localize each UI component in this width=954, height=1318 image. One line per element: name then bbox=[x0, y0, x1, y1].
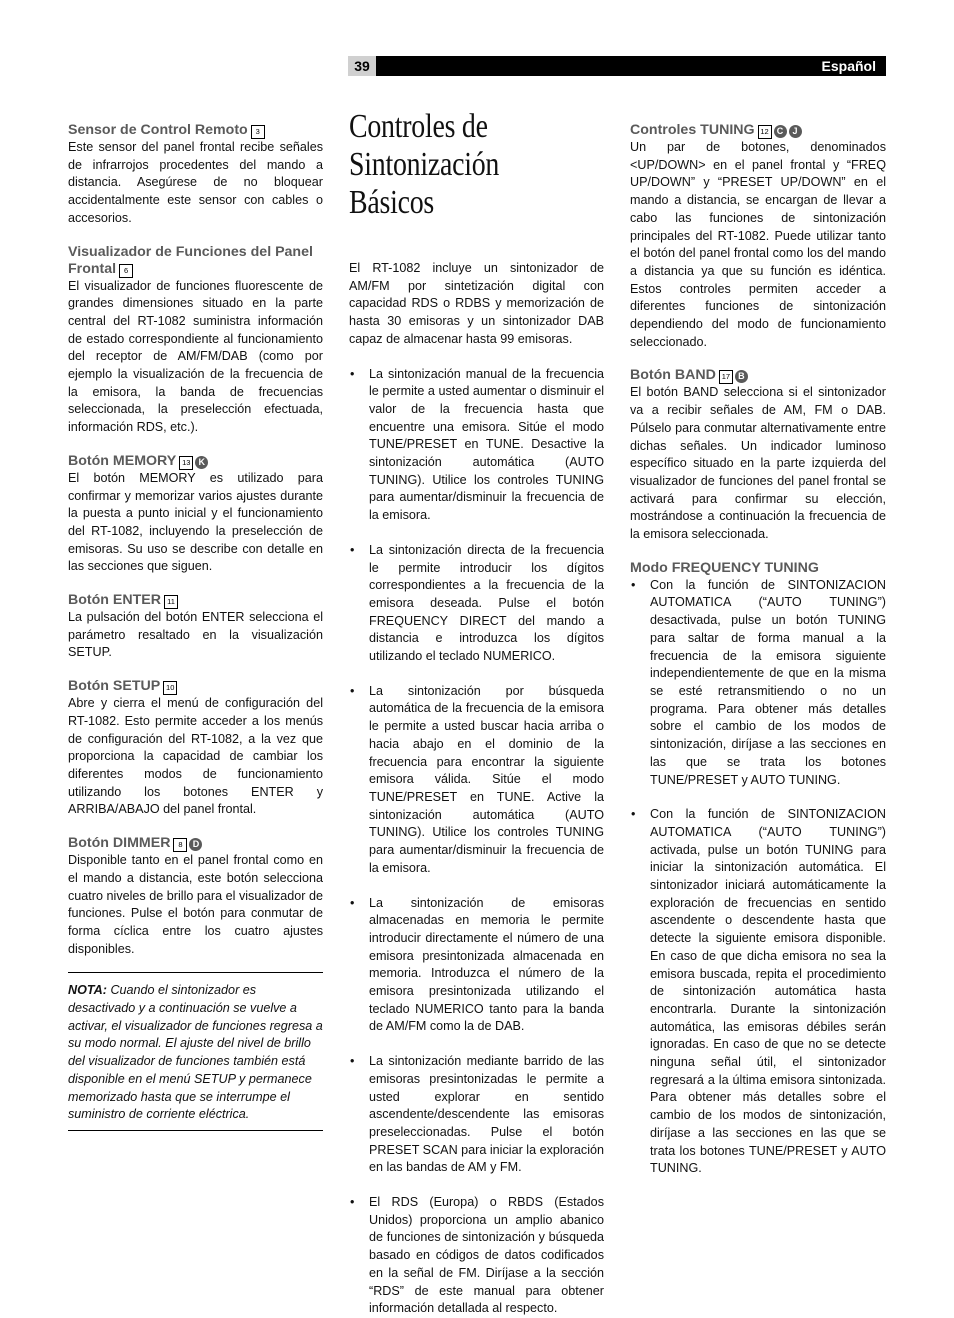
section-heading-setup: Botón SETUP 10 bbox=[68, 678, 323, 695]
item-number-badge: 8 bbox=[173, 838, 187, 852]
section-heading-dimmer: Botón DIMMER 8 D bbox=[68, 835, 323, 852]
remote-letter-badge: D bbox=[189, 838, 202, 851]
item-number-badge: 6 bbox=[119, 264, 133, 278]
column-left bbox=[68, 122, 323, 1131]
item-number-badge: 11 bbox=[164, 595, 178, 609]
header-bar bbox=[348, 56, 886, 76]
list-item: • La sintonización de emisoras almacenadas en memoria le permite introducir directamente el número de una emisora presintonizada almacenada en memoria. Introduzca el número de la emisora presintonizada utilizando el teclado NUMERICO tanto para la banda de AM/FM como la de DAB. bbox=[349, 895, 604, 1037]
list-item: • El RDS (Europa) o RBDS (Estados Unidos) proporciona un amplio abanico de funciones de sintonización y búsqueda basado en códigos de datos codificados en la señal de FM. Diríjase a la sección “RDS” de este manual para obtener información detallada al respecto. bbox=[349, 1194, 604, 1318]
note-label: NOTA: bbox=[68, 983, 107, 998]
column-middle bbox=[349, 108, 604, 1318]
list-item: • Con la función de SINTONIZACION AUTOMATICA (“AUTO TUNING”) activada, pulse un botón TUNING para iniciar la sintonización automática. El sintonizador iniciará automáticamente la exploración de frecuencias en sentido ascendente o descendente hasta que detecte la siguiente emisora disponible. En caso de que dicha emisora no sea la emisora buscada, repita el procedimiento de sintonización automática hasta encontrarla. Durante la sintonización automática, las emisoras débiles serán ignoradas. En caso de que no se detecte ninguna señal útil, el sintonizador regresará a la última emisora sintonizada. Para obtener más detalles sobre el cambio de los modos de sintonización, diríjase a las secciones en las que se trata los botones TUNE/PRESET y AUTO TUNING. bbox=[630, 806, 886, 1178]
remote-letter-badge: B bbox=[735, 370, 748, 383]
list-item: • La sintonización mediante barrido de las emisoras presintonizadas le permite a usted explorar en sentido ascendente/descendente las emisoras preseleccionadas. Pulse el botón PRESET SCAN para iniciar la exploración en las bandas de AM y FM. bbox=[349, 1053, 604, 1177]
item-number-badge: 13 bbox=[179, 456, 193, 470]
item-number-badge: 12 bbox=[758, 125, 772, 139]
item-number-badge: 17 bbox=[719, 370, 733, 384]
section-text-tuning-controls: Un par de botones, denominados <UP/DOWN> en el panel frontal y “FREQ UP/DOWN” y “PRESET UP/DOWN” en el mando a distancia, se encargan de llevar a cabo las funciones de sintonización principales del RT-1082. Puede utilizar tanto el botón del panel frontal como los del mando a distancia ya que su función es idéntica. Estos controles permiten acceder a diferentes funciones de sintonización dependiendo del modo de funcionamiento seleccionado. bbox=[630, 140, 886, 349]
section-text-dimmer: Disponible tanto en el panel frontal como en el mando a distancia, este botón selecciona cuatro niveles de brillo para el visualizador de funciones. Pulse el botón para conmutar de forma cíclica entre los cuatro ajustes disponibles. bbox=[68, 853, 323, 956]
column-right bbox=[630, 122, 886, 1178]
section-text-remote-sensor: Este sensor del panel frontal recibe señales de infrarrojos procedentes del mando a distancia. Asegúrese de no bloquear accidentalmente este sensor con cables o accesorios. bbox=[68, 140, 323, 225]
section-heading-remote-sensor: Sensor de Control Remoto 3 bbox=[68, 122, 323, 139]
frequency-tuning-list bbox=[630, 577, 886, 1178]
section-text-memory: El botón MEMORY es utilizado para confirmar y memorizar varios ajustes durante la puesta a punto inicial y el funcionamiento del RT-1082, incluyendo la preselección de emisoras. Su uso se describe con detalle en las secciones que siguen. bbox=[68, 470, 323, 574]
list-item: • La sintonización directa de la frecuencia le permite introducir los dígitos correspondientes a la frecuencia de la emisora deseada. Pulse el botón FREQUENCY DIRECT del mando a distancia e introduzca los dígitos utilizando el teclado NUMERICO. bbox=[349, 542, 604, 666]
section-text-setup: Abre y cierra el menú de configuración del RT-1082. Esto permite acceder a los menús de configuración del RT-1082, a la vez que proporciona la capacidad de cambiar los diferentes modos de funcionamiento utilizando los botones ENTER y ARRIBA/ABAJO del panel frontal. bbox=[68, 696, 323, 817]
section-heading-frequency-tuning: Modo FREQUENCY TUNING bbox=[630, 559, 819, 576]
section-heading-enter: Botón ENTER 11 bbox=[68, 592, 323, 609]
remote-letter-badge: K bbox=[195, 456, 208, 469]
section-text-enter: La pulsación del botón ENTER selecciona el parámetro resaltado en la visualización SETUP. bbox=[68, 610, 323, 660]
remote-letter-badge: C bbox=[774, 125, 787, 138]
section-heading-memory: Botón MEMORY 13 K bbox=[68, 453, 323, 470]
list-item: • La sintonización por búsqueda automática de la frecuencia de la emisora le permite a usted buscar hacia arriba o hacia abajo en el dominio de la frecuencia para encontrar la siguiente emisora válida. Sitúe el modo TUNE/PRESET en TUNE. Active la sintonización automática (AUTO TUNING). Utilice los controles TUNING para aumentar/disminuir la frecuencia de la emisora. bbox=[349, 683, 604, 878]
section-text-band: El botón BAND selecciona si el sintonizador va a recibir señales de AM, FM o DAB. Púlselo para conmutar alternativamente entre dichas señales. Un indicador luminoso específico situado en la parte izquierda del visualizador de funciones del panel frontal se activará para confirmar su elección, mostrándose a continuación la frecuencia de la emisora seleccionada. bbox=[630, 385, 886, 542]
note-text: Cuando el sintonizador es desactivado y a continuación se vuelve a activar, el visualizador de funciones regresa a su modo normal. El ajuste del nivel de brillo del visualizador de funciones también está disponible en el menú SETUP y permanece memorizado hasta que se interrumpe el suministro de corriente eléctrica. bbox=[68, 983, 323, 1122]
page-title: Controles de Sintonización Básicos bbox=[349, 108, 500, 221]
item-number-badge: 10 bbox=[163, 681, 177, 695]
section-heading-band: Botón BAND 17 B bbox=[630, 367, 886, 384]
item-number-badge: 3 bbox=[251, 125, 265, 139]
section-heading-tuning-controls: Controles TUNING 12 C J bbox=[630, 122, 886, 139]
list-item: • La sintonización manual de la frecuencia le permite a usted aumentar o disminuir el valor de la frecuencia hasta que encuentre una emisora. Sitúe el modo TUNE/PRESET en TUNE. Desactive la sintonización automática (AUTO TUNING). Utilice los controles TUNING para aumentar/disminuir la frecuencia de la emisora. bbox=[349, 366, 604, 525]
section-heading-display: Visualizador de Funciones del Panel Frontal 6 bbox=[68, 243, 313, 277]
section-text-display: El visualizador de funciones fluorescente de grandes dimensiones situado en la parte central del RT-1082 suministra información de estado correspondiente al funcionamiento del receptor de AM/FM/DAB (como por ejemplo la visualización de la frecuencia de la emisora, la banda de frecuencias seleccionada, la preselección efectuada, información RDS, etc.). bbox=[68, 278, 323, 435]
language-label: Español bbox=[821, 58, 876, 74]
page-number: 39 bbox=[348, 56, 376, 76]
note-box bbox=[68, 972, 323, 1131]
remote-letter-badge: J bbox=[789, 125, 802, 138]
intro-paragraph: El RT-1082 incluye un sintonizador de AM/FM por sintetización digital con capacidad RDS o RDBS y memorización de hasta 30 emisoras y un sintonizador DAB capaz de almacenar hasta 99 emisoras. bbox=[349, 261, 604, 346]
list-item: • Con la función de SINTONIZACION AUTOMATICA (“AUTO TUNING”) desactivada, pulse un botón TUNING para saltar de forma manual a la frecuencia de la emisora siguiente independientemente de que en la misma se esté retransmitiendo o no un programa. Para obtener más detalles sobre el cambio de los modos de sintonización, diríjase a las secciones en las que se trata los botones TUNE/PRESET y AUTO TUNING. bbox=[630, 577, 886, 789]
tuning-bullet-list bbox=[349, 366, 604, 1318]
